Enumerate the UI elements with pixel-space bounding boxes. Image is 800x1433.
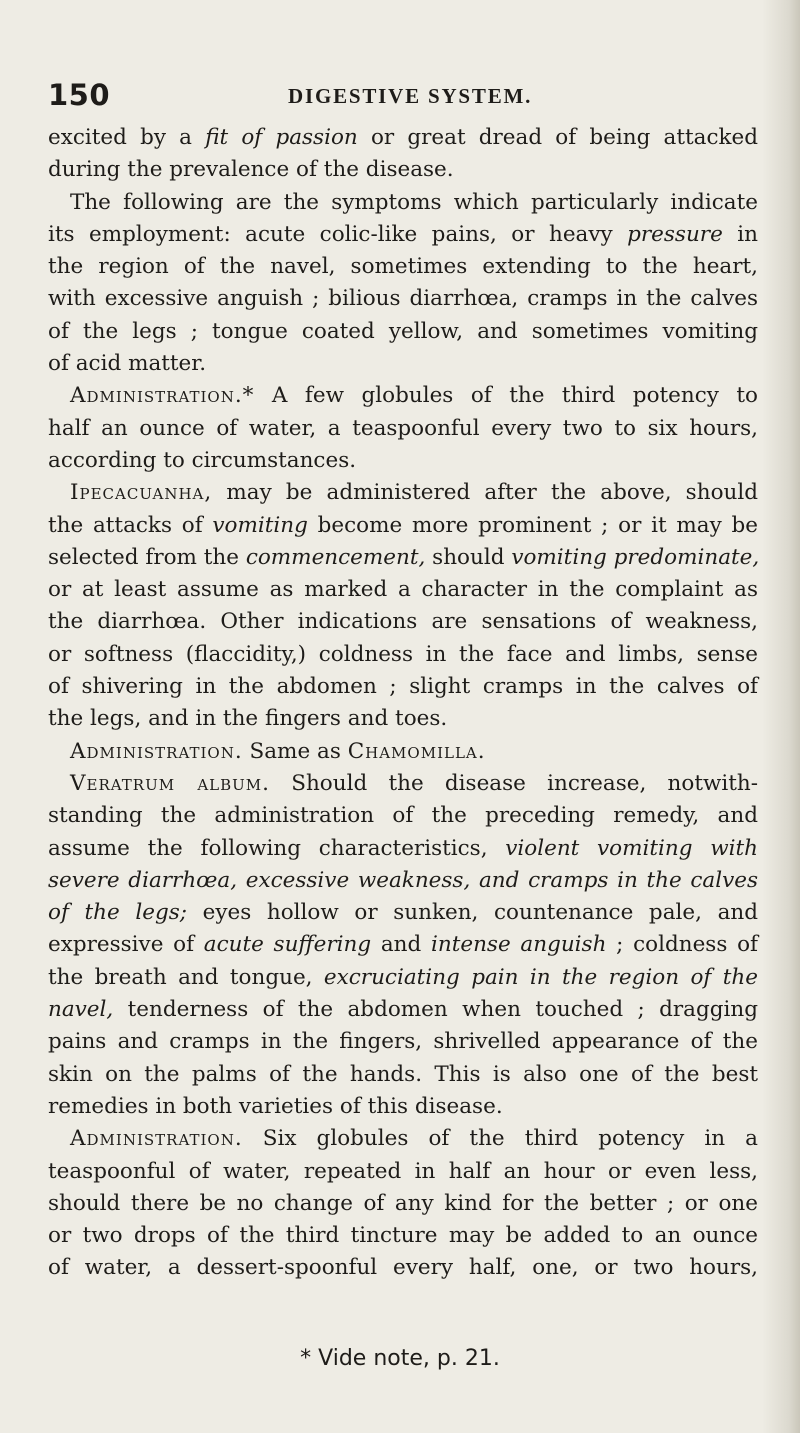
text-line: of the legs ; tongue coated yellow, and sometimes vomiting (48, 318, 758, 344)
text-line: of acid matter. (48, 351, 207, 377)
text-line: of water, a dessert-spoonful every half, one, or two hours, (48, 1255, 758, 1281)
text-line: of the legs; eyes hollow or sunken, countenance pale, and (48, 900, 758, 926)
page-edge-shadow (762, 0, 800, 1433)
remedy-name-veratrum: Veratrum album. (70, 770, 270, 796)
text-line: of shivering in the abdomen ; slight cramps in the calves of (48, 674, 758, 700)
text-line: standing the administration of the preceding remedy, and (48, 803, 758, 829)
text-line: the breath and tongue, excruciating pain in the region of the (48, 964, 758, 990)
text-line: with excessive anguish ; bilious diarrhœa, cramps in the calves (48, 286, 758, 312)
body-text (48, 122, 758, 1285)
text-line: its employment: acute colic-like pains, or heavy pressure in (48, 221, 758, 247)
text-line: excited by a fit of passion or great dread of being attacked (48, 125, 759, 150)
section-heading-administration: Administration. (70, 738, 243, 764)
text-line: according to circumstances. (48, 447, 357, 473)
text-line: Administration.* A few globules of the third potency to (70, 383, 758, 409)
text-line: or at least assume as marked a character in the complaint as (48, 577, 758, 603)
text-line: Ipecacuanha, may be administered after the above, should (70, 480, 758, 506)
section-heading-administration: Administration.* (70, 383, 255, 409)
text-line: or two drops of the third tincture may be added to an ounce (48, 1223, 758, 1249)
text-line: teaspoonful of water, repeated in half an hour or even less, (48, 1158, 758, 1184)
text-line: Administration. Six globules of the third potency in a (70, 1126, 758, 1152)
text-line: pains and cramps in the fingers, shrivelled appearance of the (48, 1029, 758, 1055)
text-line: the diarrhœa. Other indications are sensations of weakness, (48, 609, 758, 635)
text-line: the region of the navel, sometimes extending to the heart, (48, 254, 758, 280)
text-line: or softness (flaccidity,) coldness in the face and limbs, sense (48, 641, 758, 667)
text-line: Veratrum album. Should the disease increase, notwith- (70, 770, 758, 796)
remedy-name-ipecacuanha: Ipecacuanha, (70, 480, 213, 506)
footnote: * Vide note, p. 21. (300, 1346, 500, 1371)
page-number: 150 (48, 78, 111, 112)
text-line: severe diarrhœa, excessive weakness, and cramps in the calves (48, 867, 758, 893)
text-line: half an ounce of water, a teaspoonful every two to six hours, (48, 415, 758, 441)
section-heading-administration: Administration. (70, 1126, 243, 1152)
text-line: during the prevalence of the disease. (48, 157, 454, 183)
text-line: skin on the palms of the hands. This is also one of the best (48, 1061, 758, 1087)
text-line: navel, tenderness of the abdomen when touched ; dragging (48, 997, 758, 1023)
running-head: DIGESTIVE SYSTEM. (288, 84, 533, 108)
text-line: selected from the commencement, should vomiting predominate, (48, 544, 760, 570)
text-line: remedies in both varieties of this disease. (48, 1093, 503, 1119)
text-line: assume the following characteristics, violent vomiting with (48, 835, 758, 861)
text-line: The following are the symptoms which particularly indicate (70, 189, 758, 215)
text-line: the legs, and in the fingers and toes. (48, 706, 448, 732)
text-line: should there be no change of any kind for the better ; or one (48, 1190, 758, 1216)
text-line: expressive of acute suffering and intense anguish ; coldness of (48, 932, 758, 958)
text-line: Administration. Same as Chamomilla. (70, 738, 486, 764)
text-line: the attacks of vomiting become more prominent ; or it may be (48, 512, 758, 538)
page-header (48, 78, 748, 118)
